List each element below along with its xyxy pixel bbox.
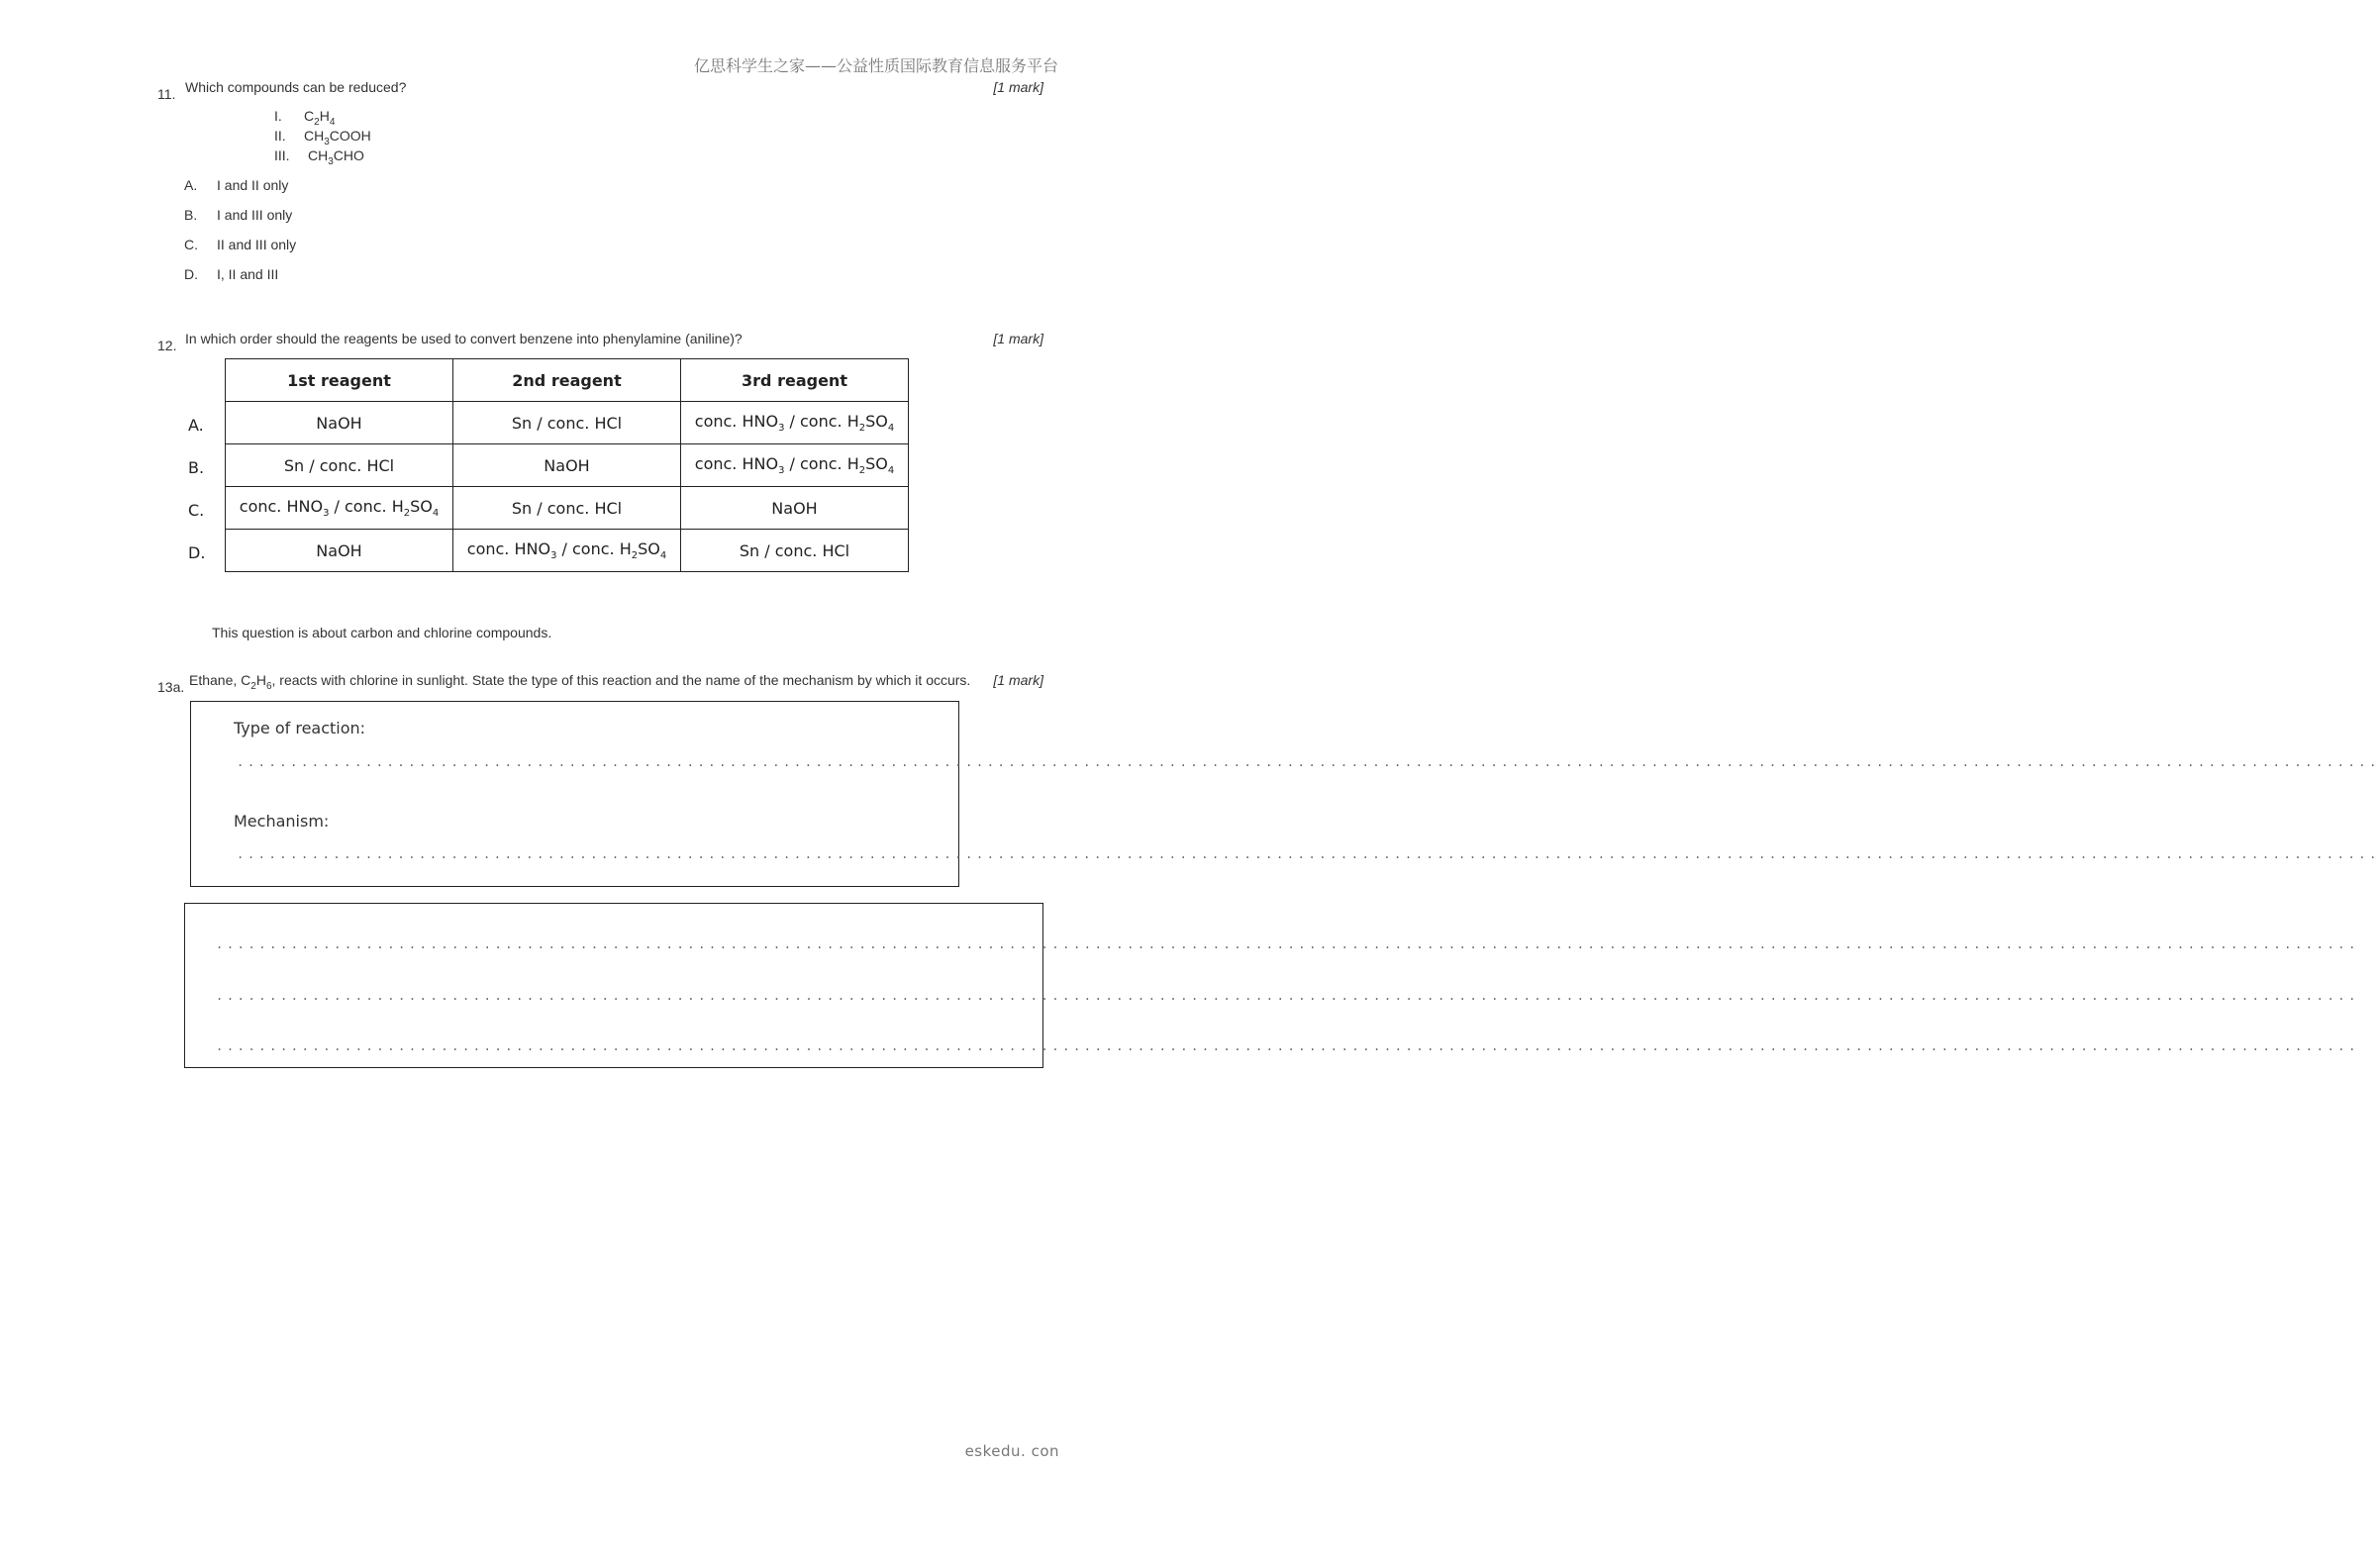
compound-formula: $CH_3COOH$ (304, 128, 371, 147)
answer-line[interactable]: ........................................................................................................................................................................................................ (216, 937, 2359, 951)
reagent-table (225, 358, 909, 572)
option-text: I, II and III (217, 266, 279, 282)
table-cell: NaOH (453, 444, 681, 487)
table-cell: NaOH (681, 487, 909, 530)
answer-option-c[interactable] (184, 237, 296, 252)
answer-box[interactable] (184, 903, 2359, 1068)
question-11-number: 11. (157, 86, 176, 102)
answer-option-b[interactable] (184, 207, 292, 223)
question-12-text: In which order should the reagents be used to convert benzene into phenylamine (aniline)? (185, 331, 743, 346)
table-cell: conc. $HNO_3$ / conc. $H_2SO_4$ (681, 444, 909, 487)
answer-line[interactable]: ........................................................................................................................................................................................................ (216, 1039, 2359, 1053)
table-row (226, 402, 909, 444)
compound-row (274, 128, 371, 147)
mechanism-dotted-line: ........................................................................................................................................................................................................ (237, 847, 2380, 861)
table-cell: conc. $HNO_3$ / conc. $H_2SO_4$ (681, 402, 909, 444)
compound-row (274, 147, 364, 167)
question-12-number: 12. (157, 338, 177, 353)
table-cell: Sn / conc. HCl (453, 487, 681, 530)
table-cell: conc. $HNO_3$ / conc. $H_2SO_4$ (453, 530, 681, 572)
watermark-footer: eskedu. con (964, 1442, 1059, 1460)
table-header: 3rd reagent (681, 359, 909, 402)
question-12-mark: [1 mark] (993, 331, 1043, 346)
compound-numeral: III. (274, 147, 290, 163)
type-of-reaction-dotted-line: ........................................................................................................................................................................................................ (237, 755, 2380, 769)
question-13a-mark: [1 mark] (993, 672, 1043, 688)
table-cell: NaOH (226, 530, 453, 572)
option-letter: B. (184, 207, 198, 223)
answer-line[interactable]: ........................................................................................................................................................................................................ (216, 989, 2359, 1003)
option-text: I and II only (217, 177, 289, 193)
option-letter: A. (184, 177, 198, 193)
compound-formula: $CH_3CHO$ (308, 147, 364, 167)
compound-formula: $C_2H_4$ (304, 108, 336, 128)
watermark-header: 亿思科学生之家——公益性质国际教育信息服务平台 (693, 56, 1058, 75)
table-header-row (226, 359, 909, 402)
table-header: 1st reagent (226, 359, 453, 402)
question-11-text: Which compounds can be reduced? (185, 79, 407, 95)
question-13a-figure (190, 701, 2380, 887)
row-label-d: D. (188, 543, 206, 562)
compound-row (274, 108, 335, 128)
table-cell: Sn / conc. HCl (226, 444, 453, 487)
mechanism-label: Mechanism: (234, 812, 330, 831)
question-11-mark: [1 mark] (993, 79, 1043, 95)
table-row (226, 487, 909, 530)
option-text: I and III only (217, 207, 293, 223)
row-label-c: C. (188, 501, 205, 520)
row-label-b: B. (188, 458, 205, 477)
answer-option-a[interactable] (184, 177, 288, 193)
question-13-intro: This question is about carbon and chlorine compounds. (212, 625, 552, 640)
table-cell: Sn / conc. HCl (453, 402, 681, 444)
option-text: II and III only (217, 237, 297, 252)
table-cell: NaOH (226, 402, 453, 444)
table-cell: conc. $HNO_3$ / conc. $H_2SO_4$ (226, 487, 453, 530)
answer-option-d[interactable] (184, 266, 278, 282)
option-letter: C. (184, 237, 198, 252)
compound-numeral: I. (274, 108, 282, 124)
question-13a-number: 13a. (157, 679, 185, 695)
option-letter: D. (184, 266, 198, 282)
table-row (226, 530, 909, 572)
table-row (226, 444, 909, 487)
table-header: 2nd reagent (453, 359, 681, 402)
question-13a-text: Ethane, $C_2H_6$, reacts with chlorine in sunlight. State the type of this reaction and the name of the mechanism by which it occurs. (189, 672, 971, 692)
type-of-reaction-label: Type of reaction: (234, 719, 366, 737)
compound-numeral: II. (274, 128, 286, 144)
table-cell: Sn / conc. HCl (681, 530, 909, 572)
row-label-a: A. (188, 416, 204, 435)
